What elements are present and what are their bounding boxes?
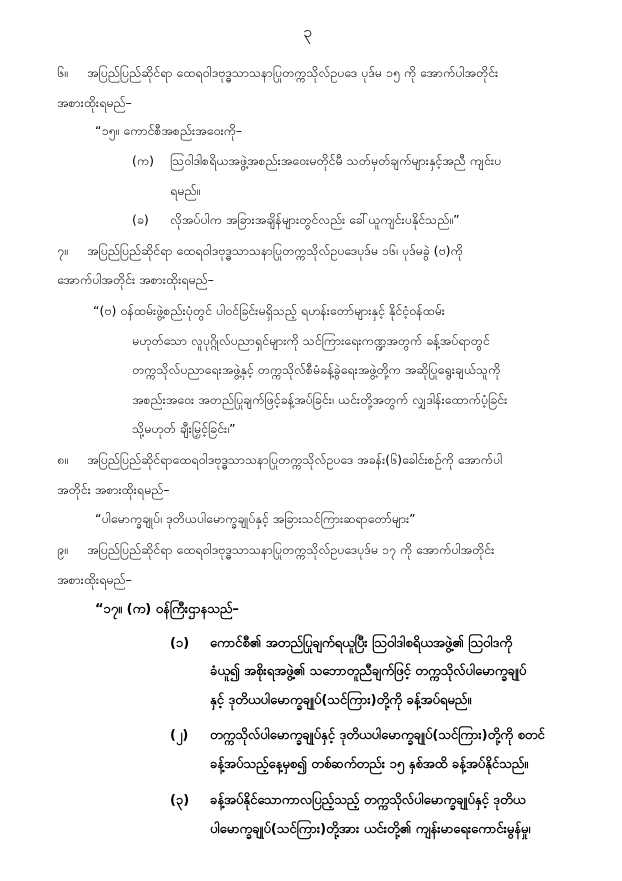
section-8-line-1: အပြည်ပြည်ဆိုင်ရာထေရဝါဒဗုဒ္ဓသာသနာပြုတက္ကသိုလ်ဥပဒေ အခန်း(၆)ခေါင်းစဉ်ကို အောက်ပါ	[87, 452, 503, 467]
section-6-item-kha-text: လိုအပ်ပါက အခြားအချိန်များတွင်လည်း ခေါ်ယူကျင်းပနိုင်သည်။”	[170, 212, 460, 227]
section-9-item-2-label: (၂)	[170, 728, 189, 743]
section-7-number: ၇။	[57, 243, 68, 258]
section-6-item-ka-line-2: ရမည်။	[170, 183, 201, 198]
section-6-item-kha-label: (ခ)	[132, 212, 149, 227]
section-6-item-ka-label: (က)	[132, 153, 154, 168]
section-9-item-1-line-2: ခံယူ၍ အစိုးရအဖွဲ့၏ သဘောတူညီချက်ဖြင့် တက္ကသိုလ်ပါမောက္ခချုပ်	[210, 664, 527, 679]
section-9-item-1-label: (၁)	[170, 636, 190, 651]
section-8-quote: “ပါမောက္ခချုပ်၊ ဒုတိယပါမောက္ခချုပ်နှင့် အခြားသင်ကြားဆရာတော်များ”	[95, 511, 416, 526]
section-7-line-2: အောက်ပါအတိုင်း အစားထိုးရမည်–	[57, 272, 214, 287]
section-9-item-3-line-2: ပါမောက္ခချုပ်(သင်ကြား)တို့အား ယင်းတို့၏ ကျန်းမာရေးကောင်းမွန်မှု၊	[210, 822, 531, 837]
section-7-quote-line-3: တက္ကသိုလ်ပညာရေးအဖွဲ့နှင့် တက္ကသိုလ်စီမံခန့်ခွဲရေးအဖွဲ့တို့က အဆိုပြုရွေးချယ်သူကို	[132, 362, 501, 377]
section-7-quote-line-4: အစည်းအဝေး အတည်ပြုချက်ဖြင့်ခန့်အပ်ခြင်း၊ ယင်းတို့အတွက် လျှဒါန်းထောက်ပံ့ခြင်း	[132, 392, 508, 407]
section-9-item-2-line-1: တက္ကသိုလ်ပါမောက္ခချုပ်နှင့် ဒုတိယပါမောက္ခချုပ်(သင်ကြား)တို့ကို စတင်	[210, 728, 545, 743]
section-9-number: ၉။	[57, 542, 68, 557]
section-9-item-1-line-3: နှင့် ဒုတိယပါမောက္ခချုပ်(သင်ကြား)တို့ကို ခန့်အပ်ရမည်။	[210, 693, 472, 708]
section-6-item-ka-line-1: ဩဝါဒါစရိယအဖွဲ့အစည်းအဝေးမတိုင်မီ သတ်မှတ်ချက်များနှင့်အညီ ကျင်းပ	[170, 153, 502, 168]
section-7-quote-line-2: မဟုတ်သော လူပုဂ္ဂိုလ်ပညာရှင်များကို သင်ကြားရေးကဏ္ဍအတွက် ခန့်အပ်ရာတွင်	[132, 333, 490, 348]
section-6-line-2: အစားထိုးရမည်–	[57, 95, 132, 110]
section-6-quote: “၁၅။ ကောင်စီအစည်းအဝေးကို–	[95, 123, 243, 138]
section-7-line-1: အပြည်ပြည်ဆိုင်ရာ ထေရဝါဒဗုဒ္ဓသာသနာပြုတက္ကသိုလ်ဥပဒေပုဒ်မ ၁၆၊ ပုဒ်မခွဲ (ဗ)ကို	[87, 243, 463, 258]
section-9-line-1: အပြည်ပြည်ဆိုင်ရာ ထေရဝါဒဗုဒ္ဓသာသနာပြုတက္ကသိုလ်ဥပဒေပုဒ်မ ၁၇ ကို အောက်ပါအတိုင်း	[87, 542, 495, 557]
section-6-number: ၆။	[57, 65, 68, 80]
section-8-number: ၈။	[57, 452, 68, 467]
section-9-item-2-line-2: ခန့်အပ်သည့်နေ့မှစ၍ တစ်ဆက်တည်း ၁၅ နှစ်အထိ ခန့်အပ်နိုင်သည်။	[210, 757, 529, 772]
section-7-quote-line-5: သို့မဟုတ် ချီးမြှင့်ခြင်း၊”	[132, 421, 236, 436]
page-number: ၃	[303, 22, 312, 41]
section-8-line-2: အတိုင်း အစားထိုးရမည်–	[57, 482, 170, 497]
section-9-item-3-label: (၃)	[170, 793, 190, 808]
section-9-heading: “၁၇။ (က) ဝန်ကြီးဌာနသည်–	[95, 602, 239, 617]
section-9-item-1-line-1: ကောင်စီ၏ အတည်ပြုချက်ရယူပြီး ဩဝါဒါစရိယအဖွဲ့၏ ဩဝါဒကို	[210, 636, 513, 651]
section-7-quote-line-1: “(ဗ) ဝန်ထမ်းဖွဲ့စည်းပုံတွင် ပါဝင်ခြင်းမရှိသည့် ရဟန်းတော်များနှင့် နိုင်ငံ့ဝန်ထမ်း	[93, 303, 445, 318]
section-9-item-3-line-1: ခန့်အပ်နိုင်သောကာလပြည့်သည့် တက္ကသိုလ်ပါမောက္ခချုပ်နှင့် ဒုတိယ	[210, 793, 526, 808]
section-6-line-1: အပြည်ပြည်ဆိုင်ရာ ထေရဝါဒဗုဒ္ဓသာသနာပြုတက္ကသိုလ်ဥပဒေ ပုဒ်မ ၁၅ ကို အောက်ပါအတိုင်း	[87, 65, 499, 80]
section-9-line-2: အစားထိုးရမည်–	[57, 572, 132, 587]
